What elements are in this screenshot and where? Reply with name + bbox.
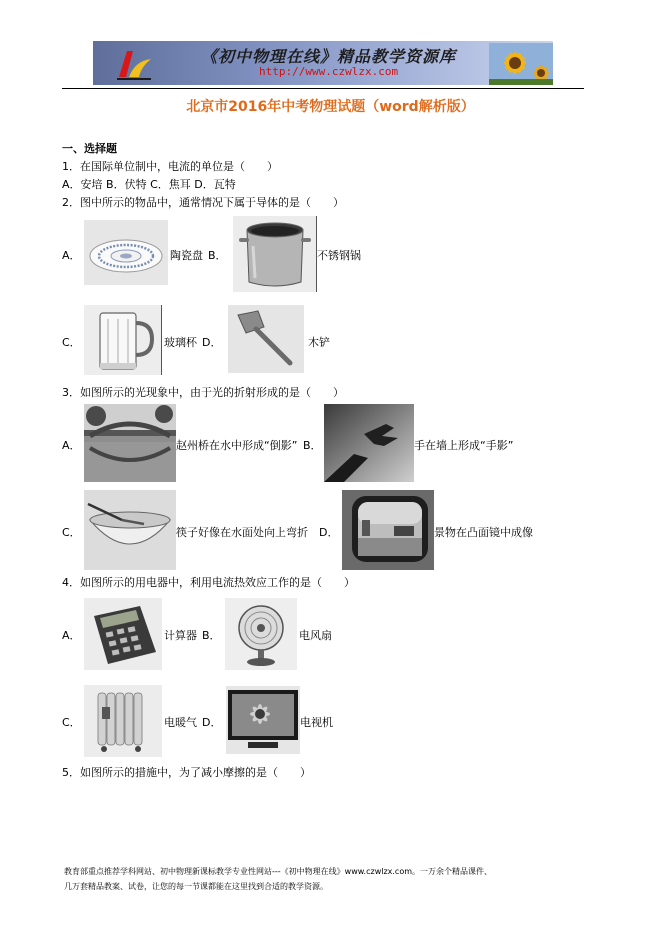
- q3-hand-shadow-image: [324, 404, 414, 482]
- site-logo-icon: [113, 47, 153, 81]
- q3-chopstick-bowl-image: [84, 490, 176, 570]
- q4-option-a-text: 计算器: [164, 629, 197, 642]
- q2-option-b-text: 不锈钢锅: [317, 249, 361, 262]
- q2-option-b-letter: B．: [208, 249, 227, 262]
- q4-calculator-image: [84, 598, 162, 670]
- q2-stem: 2．图中所示的物品中，通常情况下属于导体的是（ ）: [62, 196, 344, 209]
- q4-option-c-text: 电暖气: [164, 716, 197, 729]
- banner-title: 《初中物理在线》精品教学资源库: [201, 47, 457, 66]
- q3-option-d-text: 景物在凸面镜中成像: [434, 526, 533, 539]
- q4-electric-fan-image: [225, 598, 297, 670]
- q4-option-b-letter: B．: [202, 629, 221, 642]
- q2-glass-mug-image: [84, 305, 162, 375]
- q4-option-d-letter: D．: [202, 716, 222, 729]
- q3-stem: 3．如图所示的光现象中，由于光的折射形成的是（ ）: [62, 386, 344, 399]
- q2-option-d-text: 木铲: [308, 336, 330, 349]
- q3-option-b-text: 手在墙上形成“手影”: [414, 439, 514, 452]
- q2-option-d-letter: D．: [202, 336, 222, 349]
- q2-wooden-spatula-image: [228, 305, 304, 373]
- q4-television-image: [226, 686, 300, 754]
- q4-option-b-text: 电风扇: [299, 629, 332, 642]
- q2-ceramic-plate-image: [84, 220, 168, 285]
- sunflower-icon: [489, 43, 553, 85]
- q1-stem: 1．在国际单位制中，电流的单位是（ ）: [62, 160, 278, 173]
- footer-line-2: 几万套精品教案、试卷，让您的每一节课都能在这里找到合适的教学资源。: [64, 882, 328, 891]
- q2-option-a-text: 陶瓷盘: [170, 249, 203, 262]
- q4-option-a-letter: A．: [62, 629, 81, 642]
- q2-option-c-letter: C．: [62, 336, 81, 349]
- section-title: 一、选择题: [62, 142, 117, 155]
- footer-line-1: 教育部重点推荐学科网站、初中物理新课标教学专业性网站---《初中物理在线》www.czwlzx.com。一万余个精品课件、: [64, 867, 493, 876]
- document-title: 北京市2016年中考物理试题（word解析版）: [186, 99, 475, 115]
- q3-option-d-letter: D．: [319, 526, 339, 539]
- q2-option-c-text: 玻璃杯: [164, 336, 197, 349]
- q3-option-c-text: 筷子好像在水面处向上弯折: [176, 526, 308, 539]
- q3-option-a-text: 赵州桥在水中形成“倒影”: [176, 439, 298, 452]
- page-footer: [64, 864, 492, 894]
- q3-convex-mirror-image: [342, 490, 434, 570]
- banner-url[interactable]: http://www.czwlzx.com: [259, 65, 399, 78]
- q3-zhaozhou-bridge-image: [84, 404, 176, 482]
- q3-option-a-letter: A．: [62, 439, 81, 452]
- q2-option-a-letter: A．: [62, 249, 81, 262]
- q3-option-b-letter: B．: [303, 439, 322, 452]
- q2-steel-pot-image: [233, 216, 317, 292]
- q4-stem: 4．如图所示的用电器中，利用电流热效应工作的是（ ）: [62, 576, 355, 589]
- q4-option-d-text: 电视机: [300, 716, 333, 729]
- q4-option-c-letter: C．: [62, 716, 81, 729]
- q3-option-c-letter: C．: [62, 526, 81, 539]
- header-rule: [62, 88, 584, 89]
- q1-options: A．安培 B．伏特 C．焦耳 D．瓦特: [62, 178, 236, 191]
- q4-electric-heater-image: [84, 685, 162, 757]
- header-banner: [93, 41, 553, 85]
- q5-stem: 5．如图所示的措施中，为了减小摩擦的是（ ）: [62, 766, 311, 779]
